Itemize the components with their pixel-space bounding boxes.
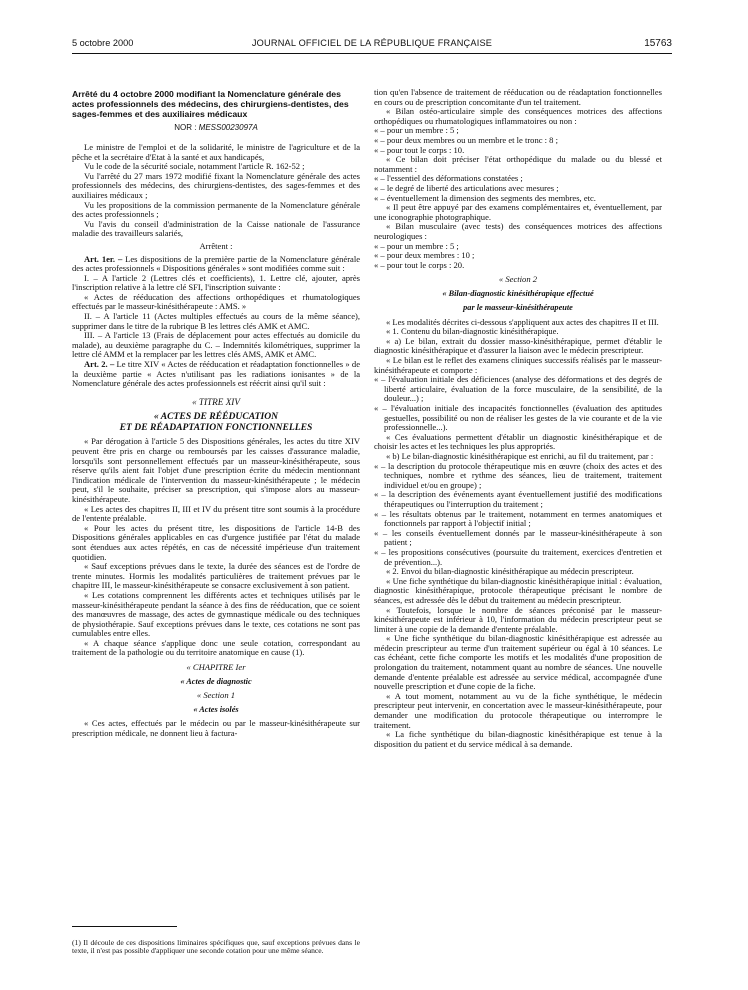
list-item: « – les conseils éventuellement donnés par le masseur-kinésithérapeute à son patient ; <box>374 527 662 548</box>
chapitre-title: « Actes de diagnostic <box>180 676 252 686</box>
visa-paragraph: Vu l'arrêté du 27 mars 1972 modifié fixant la Nomenclature générale des actes professionnels des médecins, des chirurgiens-dentistes, des sages-femmes et des auxiliaires médicaux ; <box>72 170 360 200</box>
body-paragraph: « La fiche synthétique du bilan-diagnostic kinésithérapique est tenue à la disposition du patient et du service médical à sa demande. <box>374 729 662 749</box>
list-item: « – éventuellement la dimension des segments des membres, etc. <box>374 192 596 203</box>
article-1-item: III. – A l'article 13 (Frais de déplacement pour actes effectués au domicile du malade), au deuxième paragraphe du C. – Indemnités kilométriques, supprimer la lettre clé AMM et la remplacer par les lettres clés AMS, AMK et AMC. <box>72 330 360 360</box>
body-paragraph: « Une fiche synthétique du bilan-diagnostic kinésithérapique est adressée au médecin prescripteur au terme d'un traitement supérieur ou égal à 10 séances. Le cas échéant, cette fiche comporte les motifs et les modalités d'une proposition de prolongation du traitement, notamment quant au nombre de séances. Une nouvelle demande d'entente préalable est adressée au service médical, accompagnée d'une nouvelle prescription et d'une copie de la fiche. <box>374 633 662 692</box>
body-paragraph: « Toutefois, lorsque le nombre de séances préconisé par le masseur-kinésithérapeute est inférieur à 10, l'information du médecin prescripteur peut se limiter à une copie de la demande d'entente préalable. <box>374 604 662 634</box>
list-item: « – le degré de liberté des articulations avec mesures ; <box>374 182 559 193</box>
titre-subtitle: ET DE RÉADAPTATION FONCTIONNELLES <box>119 422 313 434</box>
body-paragraph: « A chaque séance s'applique donc une seule cotation, correspondant au traitement de la pathologie ou du territoire anatomique en cause (1). <box>72 637 360 658</box>
body-paragraph: « Ces actes, effectués par le médecin ou par le masseur-kinésithérapeute sur prescription médicale, ne donnent lieu à factura- <box>72 718 360 738</box>
body-paragraph: « Une fiche synthétique du bilan-diagnostic kinésithérapique initial : évaluation, diagnostic kinésithérapique, protocole thérapeutique précisant le nombre de séances, est adressée dès le début du traitement au médecin prescripteur. <box>374 575 662 605</box>
article-2-text: Le titre XIV « Actes de rééducation et réadaptation fonctionnelles » de la deuxième partie « Actes n'utilisant pas les radiations ionisantes » de la Nomenclature générale des actes professionnels est réécrit ainsi qu'il suit : <box>72 359 361 389</box>
list-item: « – l'évaluation initiale des déficiences (analyse des déformations et des degrés de liberté articulaire, évaluation de la force musculaire, de la sensibilité, de la douleur...) ; <box>374 374 662 404</box>
body-paragraph: « Bilan ostéo-articulaire simple des conséquences motrices des affections orthopédiques ou rhumatologiques inflammatoires ou non : <box>374 106 662 126</box>
list-item: « – pour tout le corps : 10. <box>374 144 465 155</box>
list-item: « – les propositions consécutives (poursuite du traitement, exercices d'entretien et de prévention...). <box>374 546 662 567</box>
list-item: « – pour tout le corps : 20. <box>374 259 465 270</box>
body-paragraph: « Sauf exceptions prévues dans le texte, la durée des séances est de l'ordre de trente minutes. Hormis les modalités particulières de traitement prévues par le chapitre III, le masseur-kinésithérapeute se consacre exclusivement à son patient. <box>72 561 360 591</box>
right-column <box>374 88 662 749</box>
header-rule <box>72 53 672 54</box>
nor-reference <box>72 123 360 133</box>
footnote: (1) Il découle de ces dispositions liminaires spécifiques que, sauf exceptions prévues dans le texte, il n'est pas possible d'appliquer une seconde cotation pour une même séance. <box>72 937 360 956</box>
article-2 <box>72 360 360 389</box>
list-item: « – la description des événements ayant éventuellement justifié des modifications thérapeutiques ou l'interruption du traitement ; <box>374 489 662 509</box>
article-1-label: Art. 1er. – <box>84 253 123 264</box>
decree-title: Arrêté du 4 octobre 2000 modifiant la Nomenclature générale des actes professionnels des médecins, des chirurgiens-dentistes, des sages-femmes et des auxiliaires médicaux <box>72 89 349 119</box>
list-item: « – pour un membre : 5 ; <box>374 240 459 251</box>
article-1 <box>72 255 360 274</box>
body-paragraph: « Le bilan est le reflet des examens cliniques successifs réalisés par le masseur-kinésithérapeute et comporte : <box>374 355 662 375</box>
section-title: « Bilan-diagnostic kinésithérapique effectué <box>442 288 594 298</box>
titre-heading: « TITRE XIV <box>192 396 240 407</box>
body-paragraph: « 2. Envoi du bilan-diagnostic kinésithérapique au médecin prescripteur. <box>386 566 634 577</box>
body-paragraph: « Les actes des chapitres II, III et IV du présent titre sont soumis à la procédure de l'entente préalable. <box>72 503 360 524</box>
list-item: « – la description du protocole thérapeutique mis en œuvre (choix des actes et des techniques, nombre et rythme des séances, lieu de traitement, traitement individuel et/ou en groupe) ; <box>374 460 662 490</box>
body-paragraph: « Les cotations comprennent les différents actes et techniques utilisés par le masseur-kinésithérapeute pendant la séance à des fins de rééducation, que ce soient des manœuvres de massage, des actes de gymnastique médicale ou des techniques de physiothérapie. Sauf exceptions prévues dans le texte, ces cotations ne sont pas cumulables entre elles. <box>72 589 360 639</box>
body-paragraph: « Il peut être appuyé par des examens complémentaires et, éventuellement, par une iconographie photographique. <box>374 202 662 222</box>
article-1-item: II. – A l'article 11 (Actes multiples effectués au cours de la même séance), supprimer dans le titre de la rubrique B les lettres clés AMK et AMC. <box>72 311 360 331</box>
body-paragraph: « A tout moment, notamment au vu de la fiche synthétique, le médecin prescripteur peut intervenir, en concertation avec le masseur-kinésithérapeute, pour demander une modification du protocole thérapeutique ou interrompre le traitement. <box>374 690 662 730</box>
page-header <box>72 38 672 52</box>
section-heading: « Section 1 <box>196 690 236 701</box>
header-date: 5 octobre 2000 <box>72 38 134 48</box>
article-1-item: « Actes de rééducation des affections orthopédiques et rhumatologiques effectués par le masseur-kinésithérapeute : AMS. » <box>72 291 360 312</box>
visa-paragraph: Le ministre de l'emploi et de la solidarité, le ministre de l'agriculture et de la pêche et la secrétaire d'Etat à la santé et aux handicapés, <box>72 141 360 162</box>
body-paragraph: tion qu'en l'absence de traitement de rééducation ou de réadaptation fonctionnelles en cours ou de prescription concomitante d'un tel traitement. <box>374 87 662 107</box>
footnote-rule <box>72 926 177 927</box>
visa-paragraph: Vu le code de la sécurité sociale, notamment l'article R. 162-52 ; <box>84 161 305 172</box>
body-paragraph: « 1. Contenu du bilan-diagnostic kinésithérapique. <box>386 326 559 337</box>
visa-paragraph: Vu l'avis du conseil d'administration de la Caisse nationale de l'assurance maladie des travailleurs salariés, <box>72 218 360 239</box>
article-1-item: I. – A l'article 2 (Lettres clés et coefficients), 1. Lettre clé, ajouter, après l'inscription relative à la lettre clé SFI, l'inscription suivante : <box>72 272 360 293</box>
body-paragraph: « Ce bilan doit préciser l'état orthopédique du malade ou du blessé et notamment : <box>374 154 662 174</box>
section-title: « Actes isolés <box>193 704 239 714</box>
list-item: « – pour deux membres ou un membre et le tronc : 8 ; <box>374 134 558 145</box>
body-paragraph: « a) Le bilan, extrait du dossier masso-kinésithérapique, permet d'établir le diagnostic kinésithérapique et d'assurer la liaison avec le médecin prescripteur. <box>374 335 662 356</box>
header-page-number: 15763 <box>644 38 672 49</box>
section-heading: « Section 2 <box>498 274 538 285</box>
body-paragraph: « b) Le bilan-diagnostic kinésithérapique est enrichi, au fil du traitement, par : <box>386 451 654 461</box>
body-paragraph: « Ces évaluations permettent d'établir un diagnostic kinésithérapique et de choisir les actes et les techniques les plus appropriés. <box>374 431 662 452</box>
body-paragraph: « Pour les actes du présent titre, les dispositions de l'article 14-B des Dispositions générales applicables en cas d'urgence justifiée par l'état du malade sont étendues aux actes répétés, en cas de nécessité impérieuse d'un traitement quotidien. <box>72 522 360 562</box>
body-paragraph: « Les modalités décrites ci-dessous s'appliquent aux actes des chapitres II et III. <box>386 316 659 327</box>
body-paragraph: « Par dérogation à l'article 5 des Dispositions générales, les actes du titre XIV peuvent être pris en charge ou remboursés par les caisses d'assurance maladie, lorsqu'ils sont personnellement effectués par un masseur-kinésithérapeute, sous réserve qu'ils aient fait l'objet d'une prescription écrite du médecin mentionnant l'indication médicale de l'intervention du masseur-kinésithérapeute ; le médecin peut, s'il le souhaite, préciser sa prescription, qui s'impose alors au masseur-kinésithérapeute. <box>72 436 360 504</box>
left-column <box>72 90 360 738</box>
header-journal-title: JOURNAL OFFICIEL DE LA RÉPUBLIQUE FRANÇAISE <box>251 38 493 48</box>
list-item: « – pour un membre : 5 ; <box>374 125 459 136</box>
nor-value: MESS0023097A <box>198 123 258 133</box>
article-2-label: Art. 2. – <box>84 359 115 370</box>
visa-paragraph: Vu les propositions de la commission permanente de la Nomenclature générale des actes professionnels ; <box>72 199 360 220</box>
list-item: « – l'évaluation initiale des incapacités fonctionnelles (évaluation des aptitudes gestuelles, possibilité ou non de réaliser les gestes de la vie courante et de la vie professionnelle...). <box>374 403 662 433</box>
body-paragraph: « Bilan musculaire (avec tests) des conséquences motrices des affections neurologiques : <box>374 221 662 241</box>
nor-label: NOR : <box>174 123 197 133</box>
list-item: « – les résultats obtenus par le traitement, notamment en termes anatomiques et fonctionnels par rapport à l'objectif initial ; <box>374 508 662 529</box>
list-item: « – l'essentiel des déformations constatées ; <box>374 173 523 184</box>
list-item: « – pour deux membres : 10 ; <box>374 250 475 261</box>
titre-subtitle: « ACTES DE RÉÉDUCATION <box>153 411 279 423</box>
article-1-text: Les dispositions de la première partie de la Nomenclature générale des actes professionnels « Dispositions générales » sont modifiées comme suit : <box>72 253 361 274</box>
section-title: par le masseur-kinésithérapeute <box>463 303 573 313</box>
chapitre-heading: « CHAPITRE Ier <box>186 662 246 673</box>
arretent-heading: Arrêtent : <box>199 240 233 251</box>
